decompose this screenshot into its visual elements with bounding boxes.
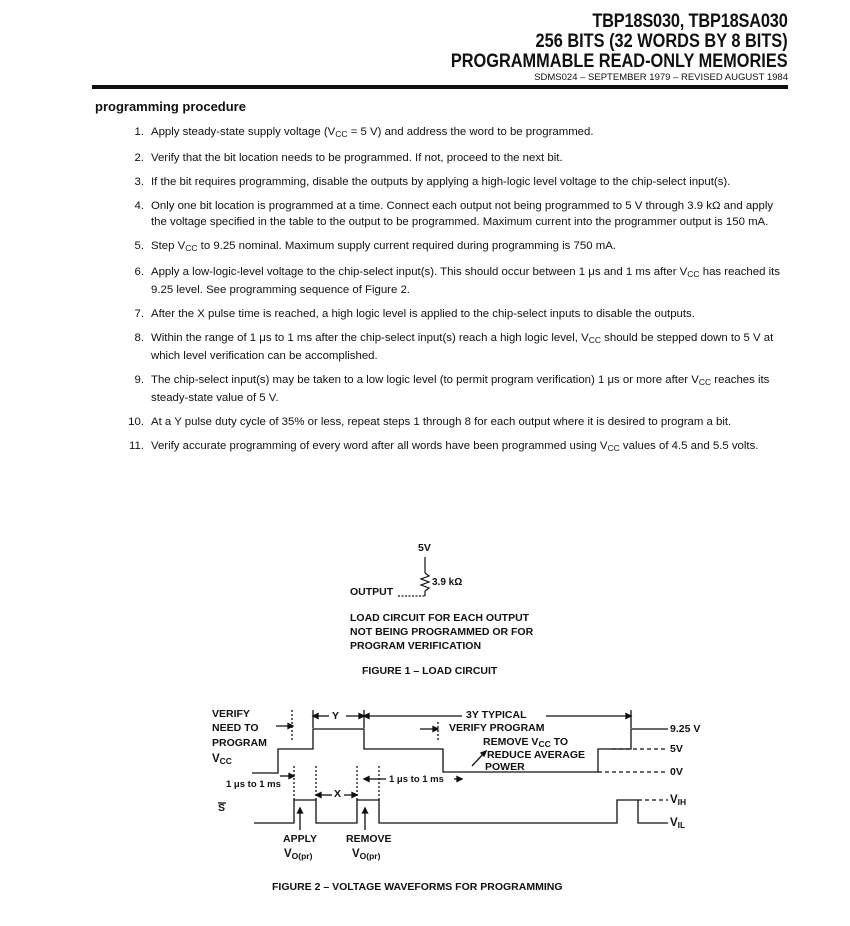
step-text-continued: should be stepped down to 5 V at which level verification can be accomplished. [151, 332, 774, 362]
x-period-label: X [334, 788, 342, 800]
step-subscript: CC [687, 269, 700, 279]
reduce-average-label: REDUCE AVERAGE [487, 749, 586, 761]
remove-vcc-label: REMOVE $V_{CC}$ TO [483, 736, 569, 749]
step-subscript: CC [335, 129, 348, 139]
v-0-label: 0V [670, 766, 683, 778]
step-number: 2. [134, 152, 144, 164]
step-number: 8. [134, 332, 144, 344]
step-text-continued: reaches its steady-state value of 5 V. [151, 374, 770, 404]
step-subscript: CC [185, 243, 198, 253]
vo-remove-label: $V_{O(pr)}$ [352, 848, 381, 861]
step-text: Verify that the bit location needs to be programmed. If not, proceed to the next bit. [151, 152, 563, 164]
delay-left-label: 1 μs to 1 ms [226, 779, 281, 790]
verify-line-1: VERIFY [212, 708, 250, 720]
document-reference: SDMS024 – SEPTEMBER 1979 – REVISED AUGUST 1984 [534, 72, 788, 83]
step-text-continued: has reached its 9.25 level. See programming sequence of Figure 2. [151, 266, 780, 296]
step-number: 1. [134, 126, 144, 138]
step-text: At a Y pulse duty cycle of 35% or less, repeat steps 1 through 8 for each output where it is desired to program a bit. [151, 416, 732, 428]
step-text-continued: values of 4.5 and 5.5 volts. [619, 440, 759, 452]
power-label: POWER [485, 761, 525, 773]
step-number: 7. [134, 308, 144, 320]
verify-line-3: PROGRAM [212, 737, 267, 749]
verify-line-2: NEED TO [212, 722, 259, 734]
figure1-caption: FIGURE 1 – LOAD CIRCUIT [362, 665, 498, 677]
header-subtitle-2: PROGRAMMABLE READ-ONLY MEMORIES [451, 51, 788, 72]
chip-select-waveform [254, 800, 650, 823]
vil-label: $V_{IL}$ [670, 817, 686, 830]
apply-label: APPLY [283, 833, 318, 845]
step-text: Step V [151, 240, 186, 252]
header-subtitle-1: 256 BITS (32 WORDS BY 8 BITS) [535, 31, 788, 52]
step-number: 3. [134, 176, 144, 188]
remove-label: REMOVE [346, 833, 392, 845]
step-text: Verify accurate programming of every word after all words have been programmed using V [151, 440, 608, 452]
step-text-continued: to 9.25 nominal. Maximum supply current required during programming is 750 mA. [197, 240, 616, 252]
step-text: The chip-select input(s) may be taken to a low logic level (to permit program verification) 1 μs or more after V [151, 374, 699, 386]
delay-right-label: 1 μs to 1 ms [389, 774, 444, 785]
step-number: 10. [128, 416, 144, 428]
load-circuit-diagram [398, 557, 429, 596]
load-circuit-desc-2: NOT BEING PROGRAMMED OR FOR [350, 626, 534, 638]
v-925-label: 9.25 V [670, 723, 701, 735]
step-text: After the X pulse time is reached, a high logic level is applied to the chip-select inputs to disable the outputs. [151, 308, 695, 320]
step-number: 11. [129, 440, 144, 452]
step-subscript: CC [698, 377, 712, 387]
verify-program-label: VERIFY PROGRAM [449, 722, 545, 734]
step-number: 5. [134, 240, 144, 252]
step-number: 9. [134, 374, 144, 386]
resistor-value-label: 3.9 kΩ [432, 577, 463, 588]
vcc-waveform [252, 729, 668, 773]
vih-label: $V_{IH}$ [670, 794, 687, 807]
v-5-label: 5V [670, 743, 683, 755]
step-number: 6. [134, 266, 144, 278]
voltage-waveforms-diagram [218, 710, 668, 830]
vo-apply-label: $V_{O(pr)}$ [284, 848, 313, 861]
3y-typical-label: 3Y TYPICAL [466, 709, 527, 721]
step-text: Apply steady-state supply voltage (V [151, 126, 336, 138]
figure2-caption: FIGURE 2 – VOLTAGE WAVEFORMS FOR PROGRAMMING [272, 881, 563, 893]
step-number: 4. [134, 200, 144, 212]
part-numbers: TBP18S030, TBP18SA030 [592, 11, 788, 32]
step-text-continued: = 5 V) and address the word to be programmed. [347, 126, 594, 138]
load-circuit-desc-1: LOAD CIRCUIT FOR EACH OUTPUT [350, 612, 530, 624]
load-circuit-desc-3: PROGRAM VERIFICATION [350, 640, 482, 652]
chip-select-label: S [218, 802, 226, 814]
step-text: Within the range of 1 μs to 1 ms after the chip-select input(s) reach a high logic level, V [151, 332, 589, 344]
supply-voltage-label: 5V [418, 542, 431, 554]
step-text: Only one bit location is programmed at a time. Connect each output not being programmed to 5 V through 3.9 kΩ and apply the voltage specified in the table to the output to be programmed. Maximum current into the programmer output is 150 mA. [151, 200, 774, 228]
step-subscript: CC [607, 443, 620, 453]
step-text: Apply a low-logic-level voltage to the chip-select input(s). This should occur between 1 μs and 1 ms after V [151, 266, 688, 278]
step-subscript: CC [588, 335, 602, 345]
y-period-label: Y [332, 710, 340, 722]
vcc-label: $V_{CC}$ [212, 753, 232, 766]
section-title: programming procedure [95, 99, 246, 114]
output-label: OUTPUT [350, 586, 394, 598]
step-text: If the bit requires programming, disable the outputs by applying a high-logic level voltage to the chip-select input(s). [151, 176, 731, 188]
